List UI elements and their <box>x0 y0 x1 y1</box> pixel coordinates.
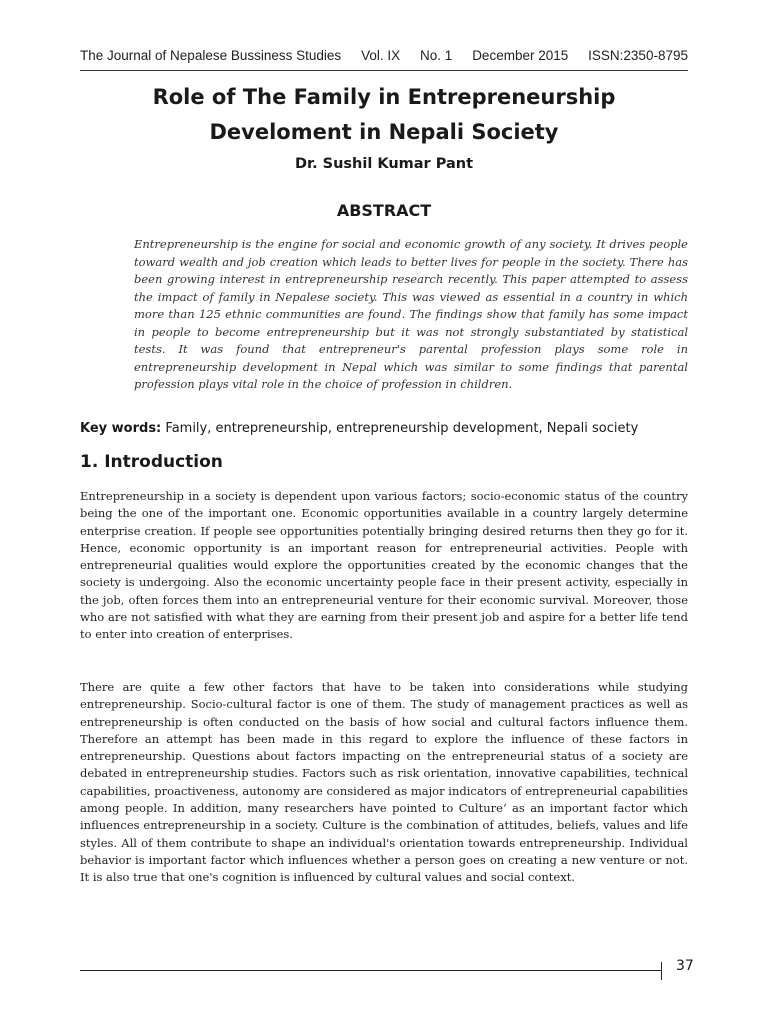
journal-date: December 2015 <box>472 48 569 63</box>
header-divider <box>80 70 688 71</box>
keywords <box>80 421 688 436</box>
footer-divider-tick <box>661 962 662 980</box>
journal-number: No. 1 <box>420 48 453 63</box>
journal-name: The Journal of Nepalese Bussiness Studies <box>80 48 342 63</box>
article-title: Role of The Family in Entrepreneurship Develoment in Nepali Society <box>152 85 616 144</box>
journal-issn: ISSN:2350-8795 <box>588 48 688 63</box>
abstract-text: Entrepreneurship is the engine for social and economic growth of any society. It drives people toward wealth and job creation which leads to better lives for people in the society. There has been growing interest in entrepreneurship research recently. This paper attempted to assess the impact of family in Nepalese society. This was viewed as essential in a country in which more than 125 ethnic communities are found. The findings show that family has some impact in people to become entrepreneurship but it was not strongly substantiated by statistical tests. It was found that entrepreneur's parental profession plays some role in entrepreneurship development in Nepal which was similar to some findings that parental profession plays vital role in the choice of profession in children. <box>134 237 688 391</box>
footer-divider <box>80 970 662 971</box>
section-heading-introduction: 1. Introduction <box>80 452 223 472</box>
body-paragraph: There are quite a few other factors that have to be taken into considerations while studying entrepreneurship. Socio-cultural factor is one of them. The study of management practices as well as entrepreneurship is often conducted on the basis of how social and cultural factors influence them. Therefore an attempt has been made in this regard to explore the influence of these factors in entrepreneurship. Questions about factors impacting on the entrepreneurial status of a society are debated in entrepreneurship studies. Factors such as risk orientation, innovative capabilities, technical capabilities, proactiveness, autonomy are considered as major indicators of entrepreneurial capabilities among people. In addition, many researchers have pointed to Culture‘ as an important factor which influences entrepreneurship in a society. Culture is the combination of attitudes, beliefs, values and life styles. All of them contribute to shape an individual's orientation towards entrepreneurship. Individual behavior is important factor which influences whether a person goes on creating a new venture or not. It is also true that one's cognition is influenced by cultural values and social context. <box>80 680 688 885</box>
page-number: 37 <box>676 958 694 974</box>
running-header <box>80 48 688 63</box>
article-author: Dr. Sushil Kumar Pant <box>294 156 474 172</box>
abstract-heading: ABSTRACT <box>336 201 432 220</box>
keywords-value: Family, entrepreneurship, entrepreneurship development, Nepali society <box>165 421 639 436</box>
journal-volume: Vol. IX <box>361 48 401 63</box>
body-paragraph: Entrepreneurship in a society is dependent upon various factors; socio-economic status of the country being the one of the important one. Economic opportunities available in a country largely determine enterprise creation. If people see opportunities potentially bringing desired returns then they go for it. Hence, economic opportunity is an important reason for entrepreneurial activities. People with entrepreneurial qualities would explore the opportunities created by the economic changes that the society is undergoing. Also the economic uncertainty people face in their present activity, especially in the job, often forces them into an entrepreneurial venture for their economic survival. Moreover, those who are not satisfied with what they are earning from their present job and aspire for a better life tend to enter into creation of enterprises. <box>80 489 688 642</box>
keywords-label: Key words: <box>80 421 162 436</box>
